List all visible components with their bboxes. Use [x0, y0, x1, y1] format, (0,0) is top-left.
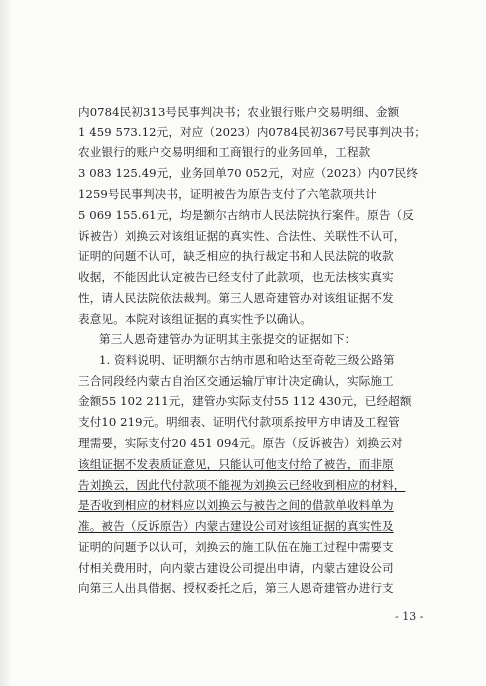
body-line-18: 该组证据不发表质证意见，只能认可他支付给了被告，而非原 [78, 457, 394, 471]
body-line-7: 诉被告）刘换云对该组证据的真实性、合法性、关联性不认可， [78, 229, 406, 243]
scan-edge-shadow [0, 0, 12, 686]
body-line-3: 农业银行的账户交易明细和工商银行的业务回单，工程款 [78, 145, 371, 159]
body-line-21: 准。被告（反诉原告）内蒙古建设公司对该组证据的真实性及 [78, 519, 394, 533]
body-line-12: 第三人恩奇建管办为证明其主张提交的证据如下： [99, 332, 357, 346]
body-line-5: 1259号民事判决书，证明被告为原告支付了六笔款项共计 [78, 187, 377, 201]
body-line-16: 支付10 219元。明细表、证明代付款项系按甲方申请及工程管 [78, 415, 400, 429]
body-line-11: 表意见。本院对该组证据的真实性予以确认。 [78, 312, 312, 326]
body-line-14: 三合同段经内蒙古自治区交通运输厅审计决定确认，实际施工 [78, 374, 394, 388]
body-line-2: 1 459 573.12元，对应（2023）内0784民初367号民事判决书； [78, 125, 426, 139]
body-line-9: 收据，不能因此认定被告已经支付了此款项，也无法核实真实 [78, 270, 394, 284]
body-line-10: 性，请人民法院依法裁判。第三人恩奇建管办对该组证据不发 [78, 291, 394, 305]
body-line-1: 内0784民初313号民事判决书；农业银行账户交易明细、金额 [78, 105, 400, 119]
body-line-4: 3 083 125.49元，业务回单70 052元，对应（2023）内07民终 [78, 166, 419, 180]
body-line-22: 证明的问题予以认可，刘换云的施工队伍在施工过程中需要支 [78, 540, 394, 554]
body-line-24: 向第三人出具借据、授权委托之后，第三人恩奇建管办进行支 [78, 581, 394, 595]
body-line-8: 证明的问题不认可，缺乏相应的执行裁定书和人民法院的收款 [78, 249, 394, 263]
body-line-6: 5 069 155.61元，均是额尔古纳市人民法院执行案件。原告（反 [78, 208, 414, 222]
body-line-17: 理需要，实际支付20 451 094元。原告（反诉被告）刘换云对 [78, 436, 403, 450]
body-line-20: 是否收到相应的材料应以刘换云与被告之间的借款单收料单为 [78, 498, 394, 512]
body-line-19: 告刘换云，因此代付款项不能视为刘换云已经收到相应的材料， [78, 478, 406, 492]
body-line-23: 付相关费用时，向内蒙古建设公司提出申请，内蒙古建设公司 [78, 561, 394, 575]
body-line-13: 1. 资料说明、证明额尔古纳市恩和哈达至奇乾三级公路第 [99, 353, 395, 367]
body-line-15: 金额55 102 211元，建管办实际支付55 112 430元，已经超额 [78, 394, 412, 408]
page-number: - 13 - [395, 610, 424, 623]
